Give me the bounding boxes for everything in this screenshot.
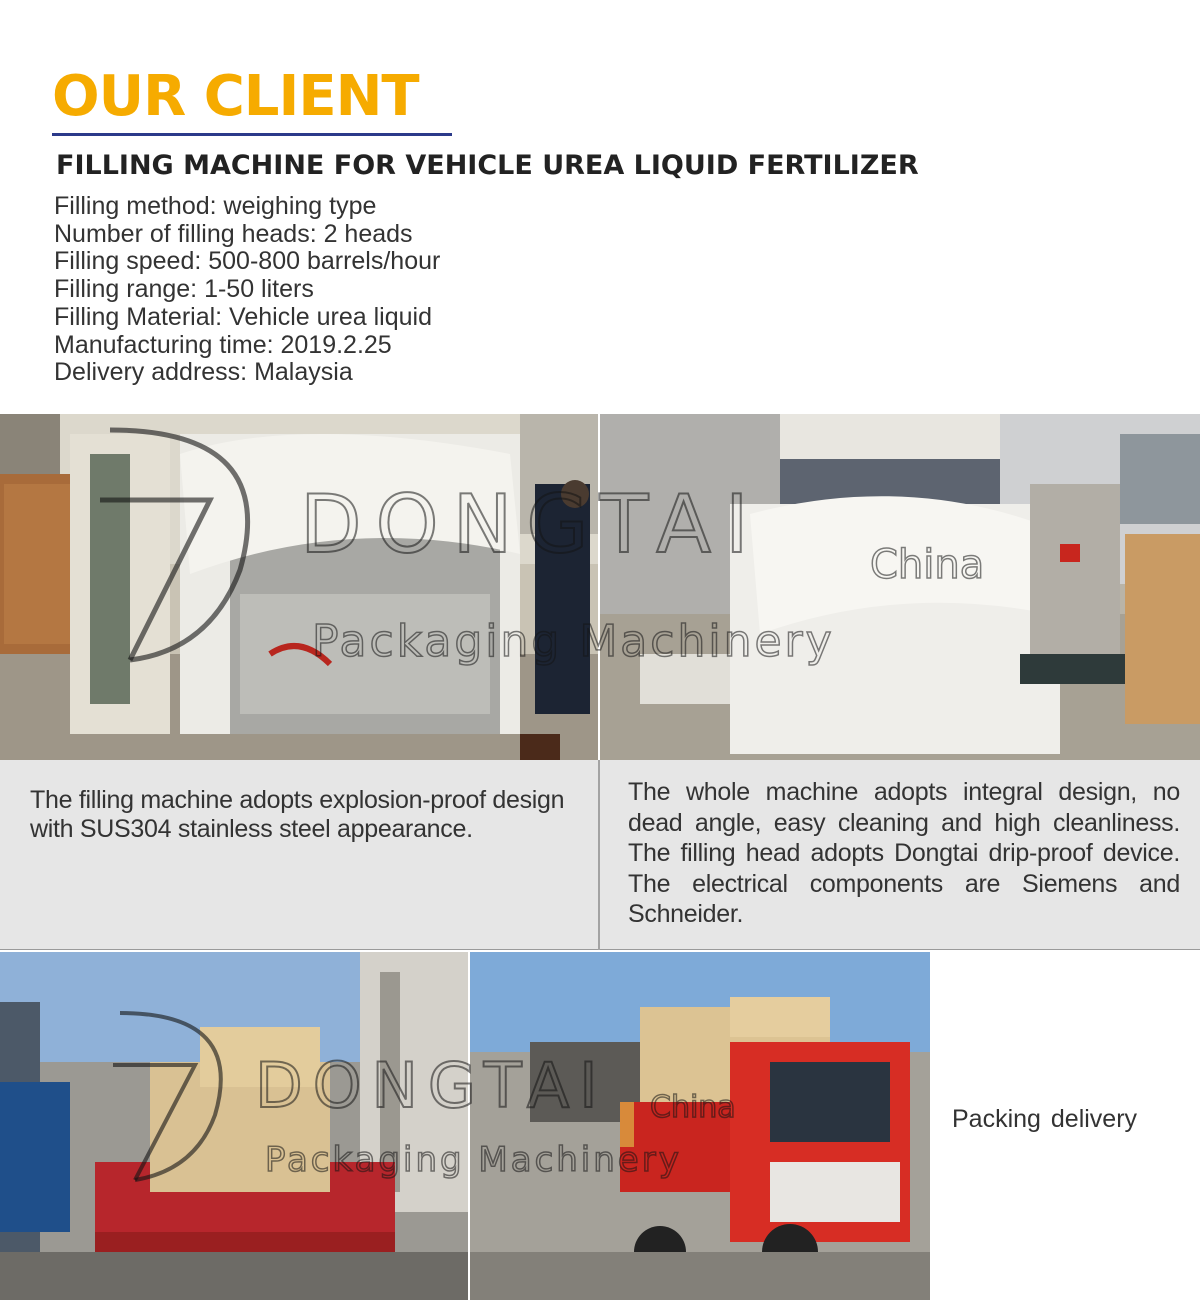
title-underline bbox=[52, 133, 452, 136]
caption-integral-line-1: The whole machine adopts integral design, no dead angle, easy cleaning and high cleanliness. bbox=[628, 778, 1180, 837]
spec-filling-range: Filling range: 1-50 liters bbox=[54, 275, 314, 304]
spec-delivery-address: Delivery address: Malaysia bbox=[54, 358, 353, 387]
photo-crates-on-truck bbox=[0, 952, 468, 1300]
red-truck-image bbox=[470, 952, 930, 1300]
spec-list bbox=[54, 193, 440, 387]
page-subtitle: FILLING MACHINE FOR VEHICLE UREA LIQUID FERTILIZER bbox=[56, 150, 919, 181]
spec-filling-heads: Number of filling heads: 2 heads bbox=[54, 219, 413, 248]
caption-explosion-proof: The filling machine adopts explosion-proof design with SUS304 stainless steel appearance. bbox=[30, 786, 565, 843]
page-title: OUR CLIENT bbox=[52, 64, 419, 129]
crates-truck-image bbox=[0, 952, 468, 1300]
caption-integral-line-3: The electrical components are Siemens and Schneider. bbox=[628, 869, 1180, 928]
spec-filling-method: Filling method: weighing type bbox=[54, 192, 377, 220]
spec-filling-speed: Filling speed: 500-800 barrels/hour bbox=[54, 247, 441, 276]
conveyor-machine-image bbox=[600, 414, 1200, 760]
spec-filling-material: Filling Material: Vehicle urea liquid bbox=[54, 302, 432, 331]
photo-filling-machine bbox=[0, 414, 598, 760]
caption-integral-line-2: The filling head adopts Dongtai drip-proof device. bbox=[628, 839, 1180, 867]
caption-integral-design bbox=[628, 777, 1180, 930]
filling-machine-image bbox=[0, 414, 598, 760]
photo-red-truck bbox=[470, 952, 930, 1300]
caption-packing-delivery: Packing delivery bbox=[952, 1105, 1138, 1133]
spec-manufacturing-time: Manufacturing time: 2019.2.25 bbox=[54, 330, 392, 359]
caption-divider bbox=[598, 760, 600, 950]
photo-conveyor-machine bbox=[600, 414, 1200, 760]
